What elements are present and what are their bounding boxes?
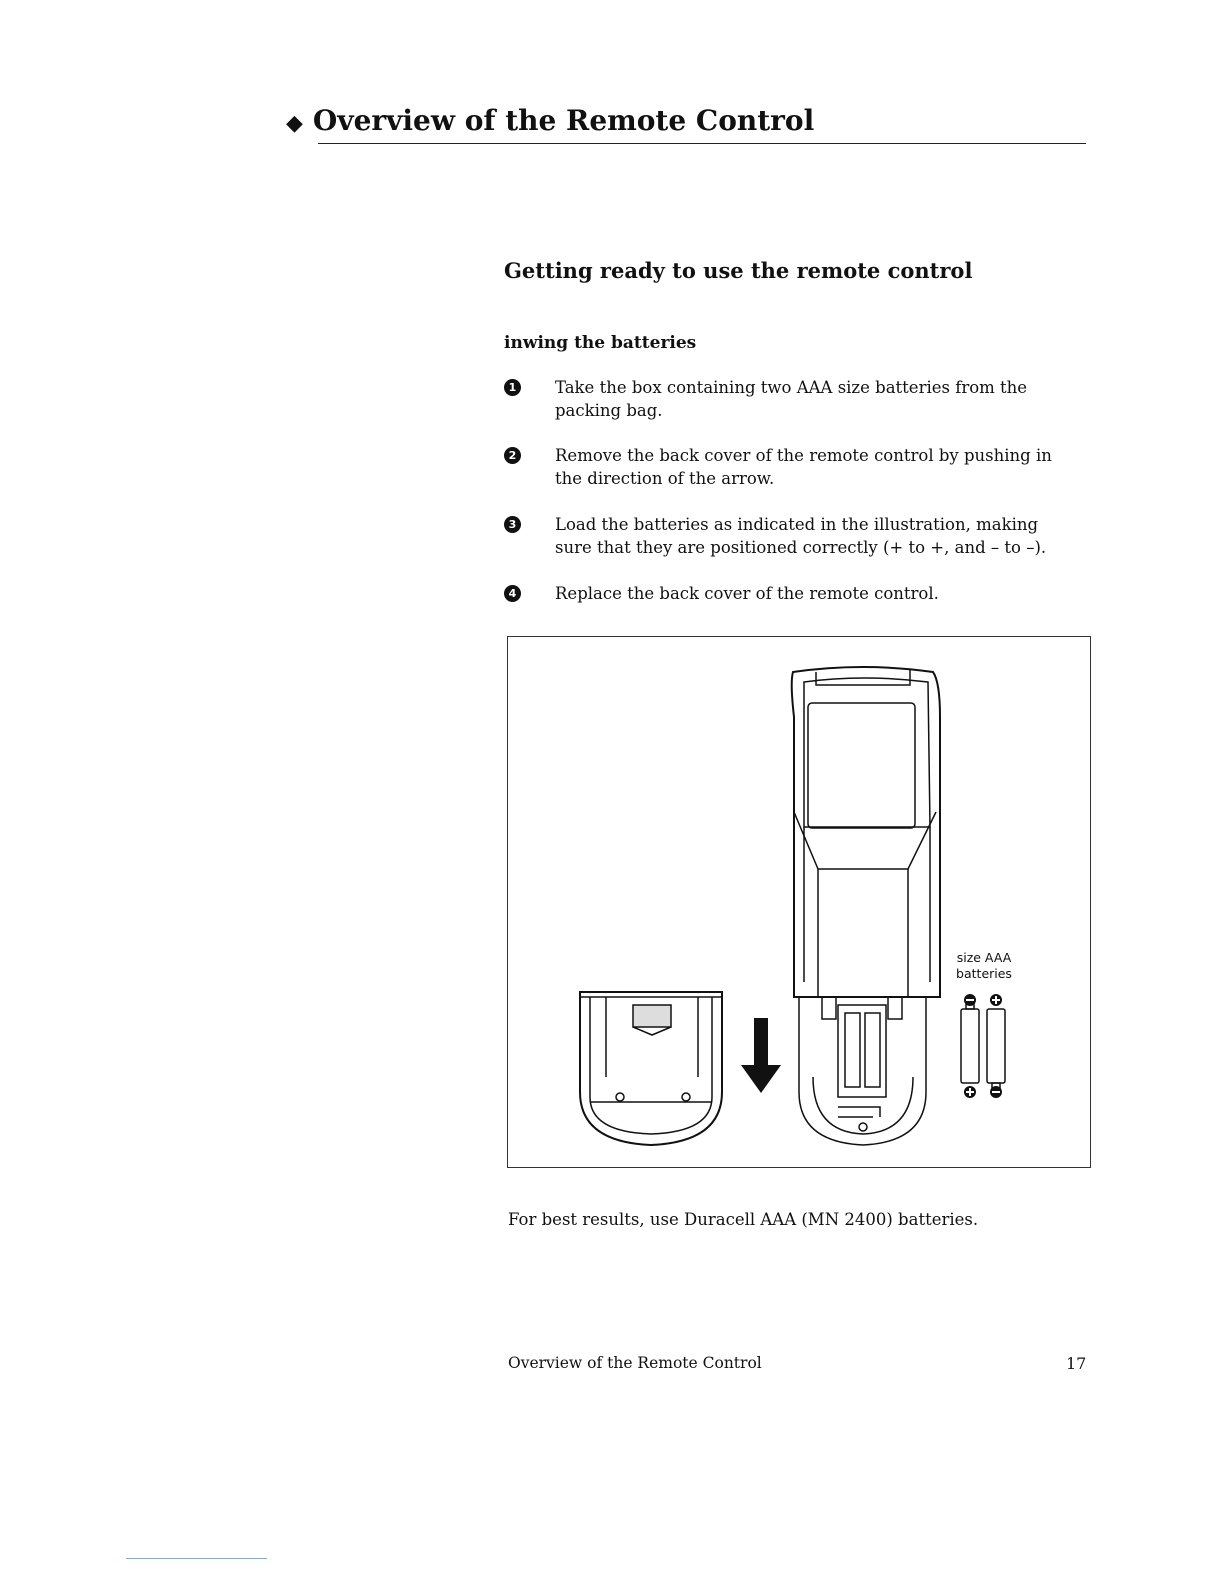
battery-label-line2: batteries bbox=[956, 966, 1012, 981]
step-number: 2 bbox=[504, 447, 521, 464]
battery-illustration bbox=[507, 636, 1091, 1168]
page-number: 17 bbox=[1066, 1354, 1087, 1373]
down-arrow-icon bbox=[741, 1018, 781, 1093]
step-number: 1 bbox=[504, 379, 521, 396]
header-rule bbox=[318, 143, 1086, 144]
diamond-bullet-icon: ◆ bbox=[286, 111, 303, 136]
remote-body bbox=[792, 667, 940, 997]
back-cover bbox=[580, 992, 722, 1145]
subsection-title: inwing the batteries bbox=[504, 333, 697, 353]
battery-note: For best results, use Duracell AAA (MN 2400) batteries. bbox=[508, 1210, 979, 1229]
step-text: Load the batteries as indicated in the illustration, making sure that they are positioned correctly (+ to +, and – to –). bbox=[555, 515, 1047, 557]
section-title: Getting ready to use the remote control bbox=[504, 258, 973, 283]
step-number: 4 bbox=[504, 585, 521, 602]
battery-compartment bbox=[799, 997, 926, 1145]
step-text: Replace the back cover of the remote control. bbox=[555, 584, 939, 603]
aaa-batteries-icon bbox=[961, 994, 1005, 1098]
remote-control-drawing bbox=[508, 637, 1090, 1167]
page-header bbox=[286, 104, 814, 137]
step-number: 3 bbox=[504, 516, 521, 533]
battery-label-line1: size AAA bbox=[956, 950, 1012, 965]
decorative-line bbox=[126, 1558, 267, 1559]
chapter-title: Overview of the Remote Control bbox=[312, 104, 815, 137]
battery-label bbox=[948, 950, 1020, 982]
footer-title: Overview of the Remote Control bbox=[508, 1354, 762, 1372]
step-text: Take the box containing two AAA size batteries from the packing bag. bbox=[555, 378, 1028, 420]
step-text: Remove the back cover of the remote control by pushing in the direction of the arrow. bbox=[555, 446, 1052, 488]
